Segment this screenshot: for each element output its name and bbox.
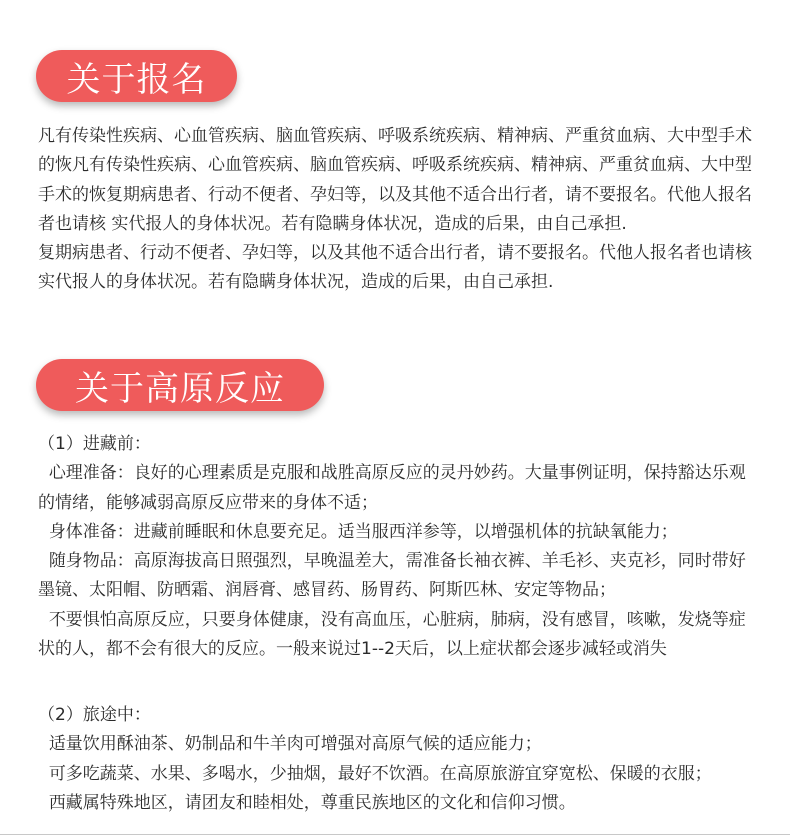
bottom-divider <box>0 834 790 835</box>
before-entry-item-no-fear: 不要惧怕高原反应，只要身体健康，没有高血压，心脏病，肺病，没有感冒，咳嗽，发烧等症状的人，都不会有很大的反应。一般来说过1--2天后，以上症状都会逐步减轻或消失 <box>38 609 746 660</box>
before-entry-heading: （1）进藏前： <box>38 434 151 454</box>
before-entry-item-physical: 身体准备：进藏前睡眠和休息要充足。适当服西洋参等，以增强机体的抗缺氧能力； <box>38 521 678 542</box>
section-title-altitude: 关于高原反应 <box>75 368 285 409</box>
on-the-way-section <box>38 701 754 818</box>
registration-paragraph-1: 凡有传染性疾病、心血管疾病、脑血管疾病、呼吸系统疾病、精神病、严重贫血病、大中型手术的恢凡有传染性疾病、心血管疾病、脑血管疾病、呼吸系统疾病、精神病、严重贫血病、大中型手术的恢复期病患者、行动不便者、孕妇等，以及其他不适合出行者，请不要报名。代他人报名者也请核 实代报人的身体状况。若有隐瞒身体状况，造成的后果，由自己承担. <box>38 126 752 234</box>
on-the-way-item-respect: 西藏属特殊地区，请团友和睦相处，尊重民族地区的文化和信仰习惯。 <box>38 792 576 813</box>
on-the-way-item-habits: 可多吃蔬菜、水果、多喝水，少抽烟，最好不饮酒。在高原旅游宜穿宽松、保暖的衣服； <box>38 763 712 784</box>
registration-paragraph-2: 复期病患者、行动不便者、孕妇等，以及其他不适合出行者，请不要报名。代他人报名者也请核 实代报人的身体状况。若有隐瞒身体状况，造成的后果，由自己承担. <box>38 243 752 293</box>
before-entry-item-belongings: 随身物品：高原海拔高日照强烈，早晚温差大，需准备长袖衣裤、羊毛衫、夹克衫，同时带好墨镜、太阳帽、防晒霜、润唇膏、感冒药、肠胃药、阿斯匹林、安定等物品； <box>38 551 746 601</box>
section-header-altitude <box>36 359 324 411</box>
section-title-registration: 关于报名 <box>66 59 207 100</box>
before-entry-section <box>38 430 754 664</box>
before-entry-item-mental: 心理准备：良好的心理素质是克服和战胜高原反应的灵丹妙药。大量事例证明，保持豁达乐观的情绪，能够减弱高原反应带来的身体不适； <box>38 463 746 513</box>
section-header-registration <box>36 50 237 102</box>
on-the-way-item-diet: 适量饮用酥油茶、奶制品和牛羊肉可增强对高原气候的适应能力； <box>38 734 542 755</box>
registration-notice <box>38 122 754 298</box>
on-the-way-heading: （2）旅途中： <box>38 705 151 725</box>
